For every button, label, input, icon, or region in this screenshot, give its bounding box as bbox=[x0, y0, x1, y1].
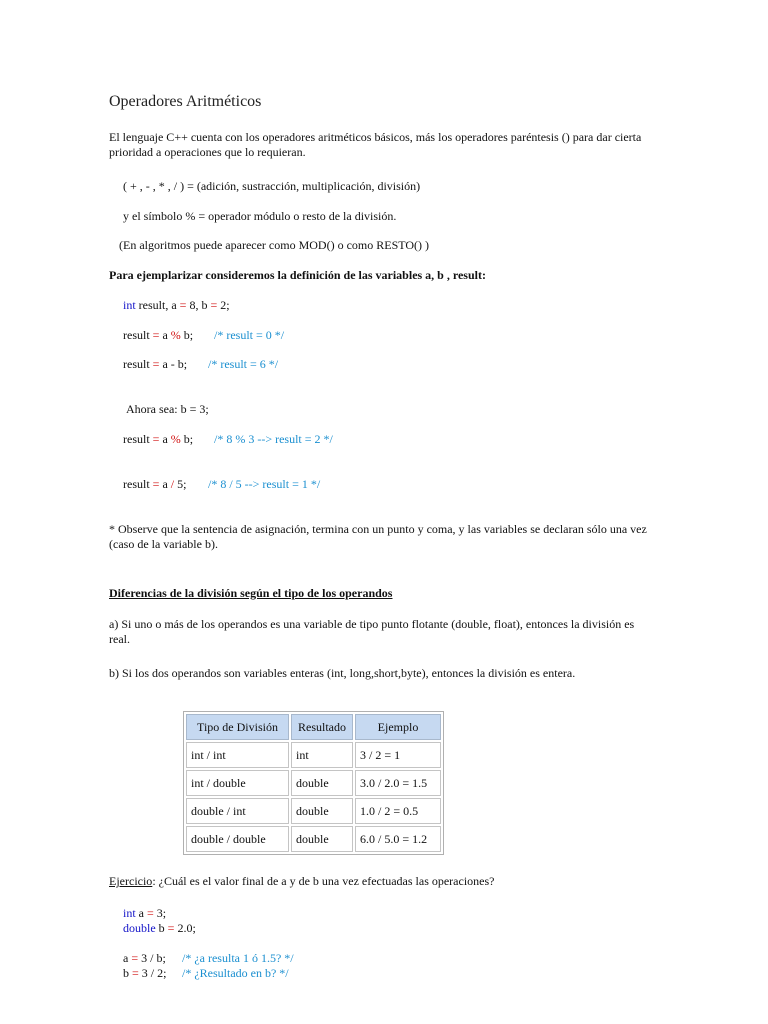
code-text: 3 / b; bbox=[138, 951, 166, 965]
operator-assign: = bbox=[147, 906, 154, 920]
code-text: a bbox=[123, 951, 132, 965]
division-types-table bbox=[183, 711, 444, 855]
code-text: result bbox=[123, 432, 153, 446]
table-cell: int / double bbox=[186, 770, 289, 796]
code-line-declaration bbox=[123, 298, 230, 313]
code-text: 5; bbox=[174, 477, 187, 491]
code-line-a-assign bbox=[123, 951, 166, 966]
operator-assign: = bbox=[179, 298, 187, 312]
page-title: Operadores Aritméticos bbox=[109, 93, 262, 110]
exercise-label: Ejercicio bbox=[109, 874, 153, 888]
operator-assign: = bbox=[152, 328, 160, 342]
operator-assign: = bbox=[152, 432, 160, 446]
code-line-modulo-2 bbox=[123, 432, 193, 447]
observation-note: * Observe que la sentencia de asignación, termina con un punto y coma, y las variables se declaran sólo una vez (caso de la variable b). bbox=[109, 522, 647, 551]
intro-paragraph: El lenguaje C++ cuenta con los operadores aritméticos básicos, más los operadores paréntesis () para dar cierta prioridad a operaciones que lo requieran. bbox=[109, 130, 642, 159]
modulo-line: y el símbolo % = operador módulo o resto de la división. bbox=[123, 209, 397, 223]
code-text: a bbox=[159, 432, 171, 446]
operator-assign: = bbox=[131, 951, 139, 965]
operator-modulo: % bbox=[170, 328, 181, 342]
table-row bbox=[186, 770, 441, 796]
code-line-double-b bbox=[123, 921, 196, 936]
code-text: b bbox=[155, 921, 168, 935]
table-cell: double / double bbox=[186, 826, 289, 852]
algorithm-line: (En algoritmos puede aparecer como MOD() o como RESTO() ) bbox=[119, 238, 430, 252]
operator-assign: = bbox=[152, 357, 160, 371]
code-line-int-a bbox=[123, 906, 166, 921]
code-line-b-assign bbox=[123, 966, 166, 981]
example-heading: Para ejemplarizar consideremos la definición de las variables a, b , result: bbox=[109, 268, 486, 282]
division-heading: Diferencias de la división según el tipo de los operandos bbox=[109, 586, 393, 600]
code-line-divide bbox=[123, 477, 186, 492]
code-comment: /* result = 0 */ bbox=[214, 328, 285, 342]
operators-line: ( + , - , * , / ) = (adición, sustracción, multiplicación, división) bbox=[123, 179, 421, 193]
code-line-modulo bbox=[123, 328, 193, 343]
table-cell: double bbox=[291, 770, 353, 796]
code-text: a bbox=[159, 477, 171, 491]
table-cell: 6.0 / 5.0 = 1.2 bbox=[355, 826, 441, 852]
code-text: b; bbox=[180, 432, 194, 446]
code-text: 3; bbox=[153, 906, 167, 920]
column-header: Ejemplo bbox=[355, 714, 441, 740]
operator-assign: = bbox=[132, 966, 139, 980]
code-line-subtract bbox=[123, 357, 187, 372]
code-text: b; bbox=[180, 328, 194, 342]
point-b: b) Si los dos operandos son variables enteras (int, long,short,byte), entonces la división es entera. bbox=[109, 666, 576, 680]
code-text: result, a bbox=[135, 298, 180, 312]
code-text: a - b; bbox=[159, 357, 188, 371]
table-header-row bbox=[186, 714, 441, 740]
exercise-question: : ¿Cuál es el valor final de a y de b una vez efectuadas las operaciones? bbox=[152, 874, 495, 888]
code-text: a bbox=[135, 906, 147, 920]
keyword-double: double bbox=[123, 921, 156, 935]
table-row bbox=[186, 742, 441, 768]
code-text: b bbox=[123, 966, 132, 980]
now-line: Ahora sea: b = 3; bbox=[126, 402, 209, 416]
exercise-line bbox=[109, 874, 495, 889]
operator-modulo: % bbox=[170, 432, 181, 446]
table-row bbox=[186, 826, 441, 852]
code-comment: /* 8 / 5 --> result = 1 */ bbox=[208, 477, 321, 491]
code-comment: /* result = 6 */ bbox=[208, 357, 279, 371]
table-cell: 3.0 / 2.0 = 1.5 bbox=[355, 770, 441, 796]
table-cell: double bbox=[291, 826, 353, 852]
table-cell: 3 / 2 = 1 bbox=[355, 742, 441, 768]
code-comment: /* ¿Resultado en b? */ bbox=[182, 966, 289, 980]
code-text: result bbox=[123, 328, 153, 342]
code-text: 2; bbox=[217, 298, 230, 312]
table-cell: double / int bbox=[186, 798, 289, 824]
table-cell: 1.0 / 2 = 0.5 bbox=[355, 798, 441, 824]
table-row bbox=[186, 798, 441, 824]
table-cell: int bbox=[291, 742, 353, 768]
table-cell: double bbox=[291, 798, 353, 824]
operator-assign: = bbox=[167, 921, 175, 935]
code-text: 2.0; bbox=[174, 921, 196, 935]
keyword-int: int bbox=[123, 298, 136, 312]
keyword-int: int bbox=[123, 906, 136, 920]
code-text: result bbox=[123, 477, 153, 491]
code-comment: /* 8 % 3 --> result = 2 */ bbox=[214, 432, 333, 446]
operator-divide: / bbox=[170, 477, 175, 491]
code-text: 8, b bbox=[186, 298, 211, 312]
code-text: a bbox=[159, 328, 171, 342]
operator-assign: = bbox=[152, 477, 160, 491]
column-header: Tipo de División bbox=[186, 714, 289, 740]
table-cell: int / int bbox=[186, 742, 289, 768]
code-text: result bbox=[123, 357, 153, 371]
code-text: 3 / 2; bbox=[138, 966, 167, 980]
code-comment: /* ¿a resulta 1 ó 1.5? */ bbox=[182, 951, 294, 965]
point-a: a) Si uno o más de los operandos es una variable de tipo punto flotante (double, float), entonces la división es real. bbox=[109, 617, 635, 646]
column-header: Resultado bbox=[291, 714, 353, 740]
operator-assign: = bbox=[210, 298, 218, 312]
